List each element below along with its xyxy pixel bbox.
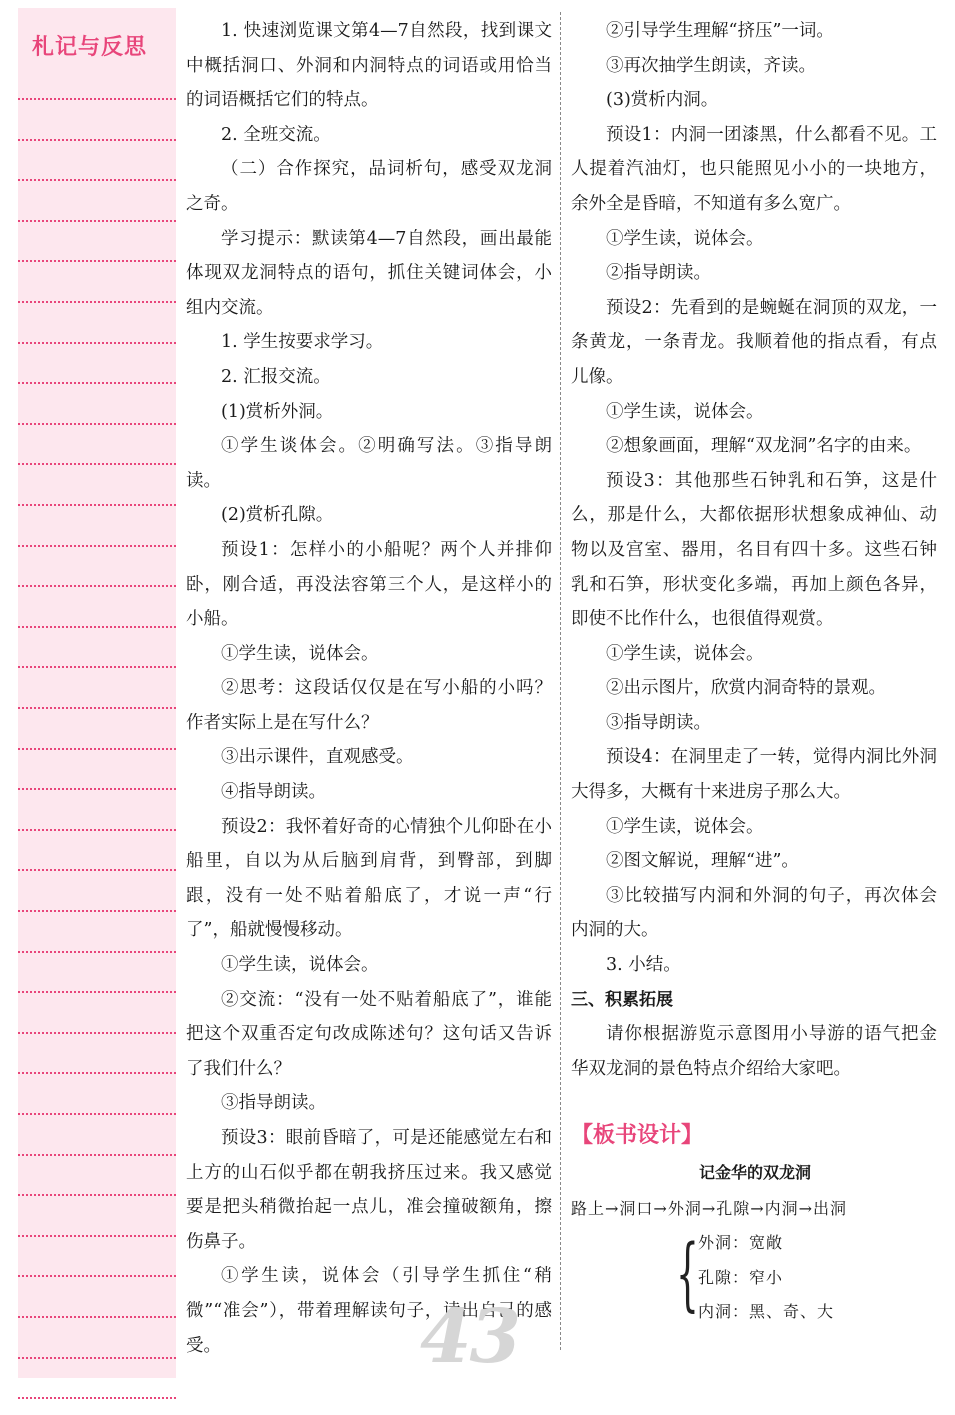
note-line: [18, 220, 176, 222]
note-line: [18, 707, 176, 709]
paragraph: 预设2：先看到的是蜿蜒在洞顶的双龙，一条黄龙，一条青龙。我顺着他的指点看，有点儿像。: [571, 297, 937, 387]
paragraph: (3)赏析内洞。: [606, 90, 719, 111]
note-line: [18, 1397, 176, 1399]
paragraph: ③指导朗读。: [606, 712, 711, 733]
paragraph: 预设1：怎样小的小船呢？两个人并排仰卧，刚合适，再没法容第三个人，是这样小的小船。: [186, 539, 552, 630]
section-heading: 三、积累拓展: [571, 989, 673, 1010]
board-route: 路上→洞口→外洞→孔隙→内洞→出洞: [571, 1199, 848, 1218]
paragraph: ②指导朗读。: [606, 263, 711, 284]
note-line: [18, 463, 176, 465]
note-line: [18, 301, 176, 303]
note-line: [18, 1194, 176, 1196]
notes-sidebar: [18, 8, 176, 1378]
note-line: [18, 788, 176, 790]
paragraph: ②思考：这段话仅仅是在写小船的小吗？作者实际上是在写什么？: [186, 678, 552, 733]
paragraph: ②交流：“没有一处不贴着船底了”，谁能把这个双重否定句改成陈述句？这句话又告诉了我们什么？: [186, 989, 552, 1079]
note-line: [18, 869, 176, 871]
note-line: [18, 1316, 176, 1318]
brace-icon: {: [676, 1227, 699, 1320]
right-column-paragraphs: [571, 14, 937, 983]
paragraph: ①学生谈体会。②明确写法。③指导朗读。: [186, 436, 552, 491]
paragraph: 1. 学生按要求学习。: [221, 332, 384, 353]
paragraph: 预设3：其他那些石钟乳和石笋，这是什么，那是什么，大都依据形状想象成神仙、动物以及宫室、器用，名目有四十多。这些石钟乳和石笋，形状变化多端，再加上颜色各异，即使不比作什么，也很值得观赏。: [571, 470, 937, 630]
paragraph: ③再次抽学生朗读，齐读。: [606, 55, 816, 76]
paragraph: 预设1：内洞一团漆黑，什么都看不见。工人提着汽油灯，也只能照见小小的一块地方，余外全是昏暗，不知道有多么宽广。: [571, 124, 937, 214]
page-number: 43: [420, 1294, 519, 1380]
note-line: [18, 910, 176, 912]
note-line: [18, 1154, 176, 1156]
note-line: [18, 1113, 176, 1115]
note-line: [18, 1235, 176, 1237]
note-line: [18, 1275, 176, 1277]
note-line: [18, 585, 176, 587]
note-line: [18, 260, 176, 262]
board-items: [698, 1226, 834, 1330]
paragraph: （二）合作探究，品词析句，感受双龙洞之奇。: [186, 159, 552, 214]
paragraph: ③比较描写内洞和外洞的句子，再次体会内洞的大。: [571, 885, 937, 941]
paragraph: 3. 小结。: [606, 955, 681, 976]
paragraph: ②引导学生理解“挤压”一词。: [606, 21, 834, 41]
board-item: 孔隙：窄小: [698, 1267, 784, 1287]
note-line: [18, 98, 176, 100]
paragraph: ①学生读，说体会。: [221, 955, 379, 976]
paragraph: ②想象画面，理解“双龙洞”名字的由来。: [606, 436, 922, 457]
left-column: [186, 14, 552, 1363]
note-line: [18, 179, 176, 181]
paragraph: 学习提示：默读第4—7自然段，画出最能体现双龙洞特点的语句，抓住关键词体会，小组内交流。: [186, 228, 552, 318]
paragraph: ①学生读，说体会。: [606, 228, 764, 249]
right-column: [571, 14, 937, 1086]
note-line: [18, 1357, 176, 1359]
board-item: 内洞：黑、奇、大: [698, 1302, 835, 1322]
note-line: [18, 1032, 176, 1034]
board-title: 记金华的双龙洞: [698, 1163, 811, 1182]
paragraph: ①学生读，说体会。: [606, 816, 764, 837]
paragraph: ①学生读，说体会。: [606, 643, 764, 664]
paragraph: ①学生读，说体会（引导学生抓住“稍微”“准会”），带着理解读句子，读出自己的感受。: [186, 1266, 552, 1356]
paragraph: ①学生读，说体会。: [606, 401, 764, 422]
paragraph: ②图文解说，理解“进”。: [606, 851, 799, 872]
note-line: [18, 829, 176, 831]
sidebar-title: 札记与反思: [32, 35, 148, 60]
paragraph: 1. 快速浏览课文第4—7自然段，找到课文中概括洞口、外洞和内洞特点的词语或用恰当的词语概括它们的特点。: [186, 21, 552, 111]
paragraph: 2. 汇报交流。: [221, 366, 331, 387]
paragraph: ③出示课件，直观感受。: [221, 747, 414, 768]
note-line: [18, 748, 176, 750]
board-heading: 【板书设计】: [571, 1123, 704, 1148]
section-text: 请你根据游览示意图用小导游的语气把金华双龙洞的景色特点介绍给大家吧。: [571, 1024, 937, 1079]
note-line: [18, 545, 176, 547]
paragraph: (1)赏析外洞。: [221, 401, 334, 422]
note-line: [18, 382, 176, 384]
board-item: 外洞：宽敞: [698, 1233, 784, 1252]
note-line: [18, 423, 176, 425]
paragraph: ③指导朗读。: [221, 1093, 326, 1114]
note-line: [18, 991, 176, 993]
paragraph: 预设3：眼前昏暗了，可是还能感觉左右和上方的山石似乎都在朝我挤压过来。我又感觉要是把头稍微抬起一点儿，准会撞破额角，擦伤鼻子。: [186, 1128, 552, 1252]
note-line: [18, 951, 176, 953]
paragraph: 预设2：我怀着好奇的心情独个儿仰卧在小船里，自以为从后脑到肩背，到臀部，到脚跟，没有一处不贴着船底了，才说一声“行了”，船就慢慢移动。: [186, 816, 552, 941]
paragraph: 2. 全班交流。: [221, 124, 331, 145]
paragraph: ②出示图片，欣赏内洞奇特的景观。: [606, 678, 886, 699]
note-line: [18, 139, 176, 141]
note-line: [18, 504, 176, 506]
column-divider: [560, 12, 561, 1350]
note-line: [18, 626, 176, 628]
note-line: [18, 342, 176, 344]
note-line: [18, 1072, 176, 1074]
paragraph: ④指导朗读。: [221, 782, 326, 803]
paragraph: ①学生读，说体会。: [221, 643, 379, 664]
note-line: [18, 666, 176, 668]
paragraph: 预设4：在洞里走了一转，觉得内洞比外洞大得多，大概有十来进房子那么大。: [571, 747, 937, 803]
paragraph: (2)赏析孔隙。: [221, 505, 334, 526]
